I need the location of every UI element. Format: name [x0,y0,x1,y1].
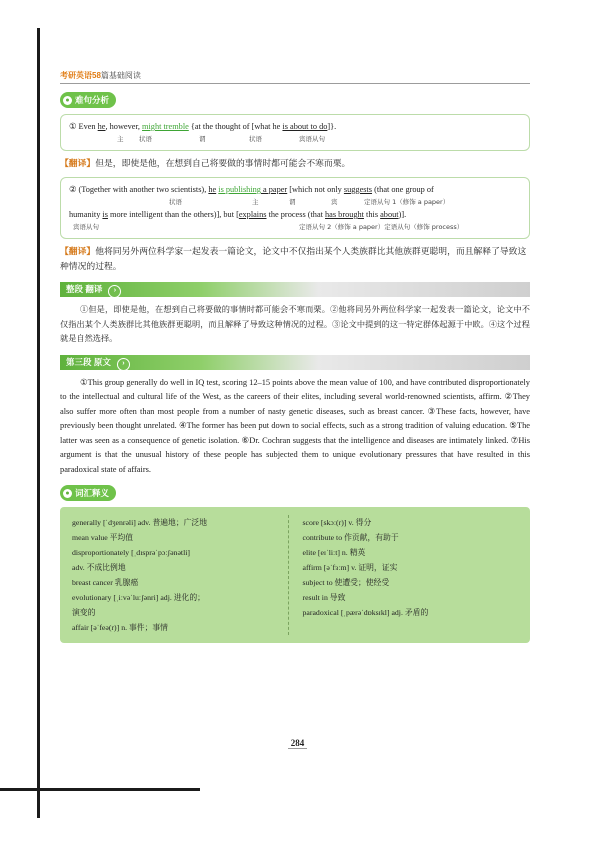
translation-label: 【翻译】 [60,246,96,256]
vocab-entry: disproportionately [ˌdɪsprəˈpɔːʃənətli] [72,548,190,557]
sentence-analysis-1 [60,114,530,151]
subject: he [97,122,106,131]
section-tag-vocabulary [60,485,116,501]
annotation-row-3 [69,221,521,233]
text-segment: humanity [69,210,103,219]
subject: he [208,185,217,194]
vocabulary-column-right [288,515,519,635]
predicate: is publishing [218,185,261,194]
text-segment: the process (that [266,210,326,219]
vocab-entry: paradoxical [ˌpærəˈdɒksɪkl] adj. 矛盾的 [302,608,429,617]
annotation: 谓 [289,198,296,206]
banner-title: 整段 翻译 [66,284,103,294]
header-title: 篇基础阅读 [100,71,141,80]
vocabulary-box [60,507,530,643]
banner-paragraph-translation [60,282,530,297]
clause-verb: is [102,210,108,219]
arrow-right-icon: › [108,285,121,298]
arrow-right-icon: › [117,358,130,371]
vocab-entry: subject to 使遭受；使经受 [302,578,390,587]
binding-line [37,28,40,818]
vocab-entry: elite [eɪˈliːt] n. 精英 [302,548,366,557]
annotation: 宾语从句 [299,135,325,143]
translation-1 [60,156,530,171]
vocab-entry: contribute to 作贡献，有助于 [302,533,399,542]
annotation-row-1 [69,133,521,145]
section-tag-label: 难句分析 [75,95,110,105]
predicate: might tremble [142,122,189,131]
page-number [0,738,595,748]
text-segment: ]}. [327,122,337,131]
banner-title: 第三段 原文 [66,356,111,367]
annotation: 状语 [249,135,262,143]
clause-verb: suggests [343,185,373,194]
annotation: 宾语从句 [73,223,99,231]
clause-verb: explains [238,210,267,219]
section-tag-difficult-sentences [60,92,116,108]
annotation: 宾 [331,198,338,206]
vocab-entry: affirm [əˈfɜːm] v. 证明，证实 [302,563,398,572]
translation-text: 但是，即使是他，在想到自己将要做的事情时都可能会不寒而栗。 [95,158,351,168]
text-segment: {at the thought of [what he [188,122,283,131]
translation-text: 他将同另外两位科学家一起发表一篇论文，论文中不仅指出某个人类族群比其他族群更聪明，而且解释了导致这种情况的过程。 [60,246,527,271]
sentence-number: ① [69,122,77,131]
banner-paragraph-original [60,355,530,370]
running-header [60,70,530,84]
annotation: 状语 [169,198,182,206]
vocabulary-column-left [72,515,288,635]
annotation: 主 [252,198,259,206]
bullet-icon: ● [63,96,72,105]
annotation: 状语 [139,135,152,143]
clause-verb: is about to do [282,122,328,131]
text-segment: ② (Together with another two scientists), [69,185,209,194]
vocab-entry: breast cancer 乳腺癌 [72,578,139,587]
vocab-entry: affair [əˈfeə(r)] n. 事件；事情 [72,623,168,632]
annotation: 谓 [199,135,206,143]
annotation: 主 [117,135,124,143]
text-segment: (that one group of [372,185,434,194]
vocab-entry: mean value 平均值 [72,533,134,542]
page-number-text: 284 [288,738,308,749]
text-segment: more intelligent than the others)], but [ [107,210,239,219]
vocab-entry: result in 导致 [302,593,346,602]
text-segment: Even [78,122,98,131]
vocab-entry: adv. 不成比例地 [72,563,126,572]
translation-2 [60,244,530,274]
section-tag-label: 词汇释义 [75,488,110,498]
vocab-entry: generally [ˈdʒenrəli] adv. 普遍地；广泛地 [72,518,208,527]
annotation: 定语从句 2（修饰 a paper）定语从句（修饰 process） [299,223,464,231]
sentence-1 [69,120,521,133]
clause-verb: has brought [325,210,364,219]
vocab-entry: evolutionary [ˌiːvəˈluːʃənri] adj. 进化的； [72,593,205,602]
annotation: 定语从句 1（修饰 a paper） [364,198,450,206]
text-segment: [which not only [287,185,344,194]
paragraph-translation: ①但是，即使是他，在想到自己将要做的事情时都可能会不寒而栗。②他将同另外两位科学家一起发表一篇论文，论文中不仅指出某个人类族群比其他族群更聪明，而且解释了导致这种情况的过程。③论文中提到的这一特定群体起源于中欧。④这个过程就是自然选择。 [60,305,530,343]
header-brand: 考研英语58 [60,71,101,80]
clause-verb: about [380,210,399,219]
paragraph-original: ①This group generally do well in IQ test, scoring 12–15 points above the mean value of 100, and have contributed disproportionately to the intellectual and cultural life of the West, as the careers of their elites, including several world-renowned scientists, affirm. ②They also suffer more often than most people from a number of nasty genetic diseases, such as breast cancer. ③These facts, however, have previously been thought unrelated. ④The former has been put down to social effects, such as a strong tradition of valuing education. ⑤The latter was seen as a consequence of genetic isolation. ⑥Dr. Cochran suggests that the intelligence and diseases are intimately linked. ⑦His argument is that the unusual history of these people has subjected them to unique evolutionary pressures that have resulted in this paradoxical state of affairs. [60,377,530,474]
vocab-entry: 演变的 [72,608,96,617]
annotation-row-2 [69,196,521,208]
translation-label: 【翻译】 [60,158,96,168]
text-segment: )]. [398,210,407,219]
text-segment: , however, [105,122,143,131]
bullet-icon: ● [63,489,72,498]
page-content [60,70,530,643]
object: a paper [260,185,288,194]
sentence-2-line-2 [69,208,521,221]
sentence-analysis-2 [60,177,530,239]
footer-line [0,788,200,791]
vocab-entry: score [skɔː(r)] v. 得分 [302,518,372,527]
text-segment: this [363,210,381,219]
sentence-2-line-1 [69,183,521,196]
